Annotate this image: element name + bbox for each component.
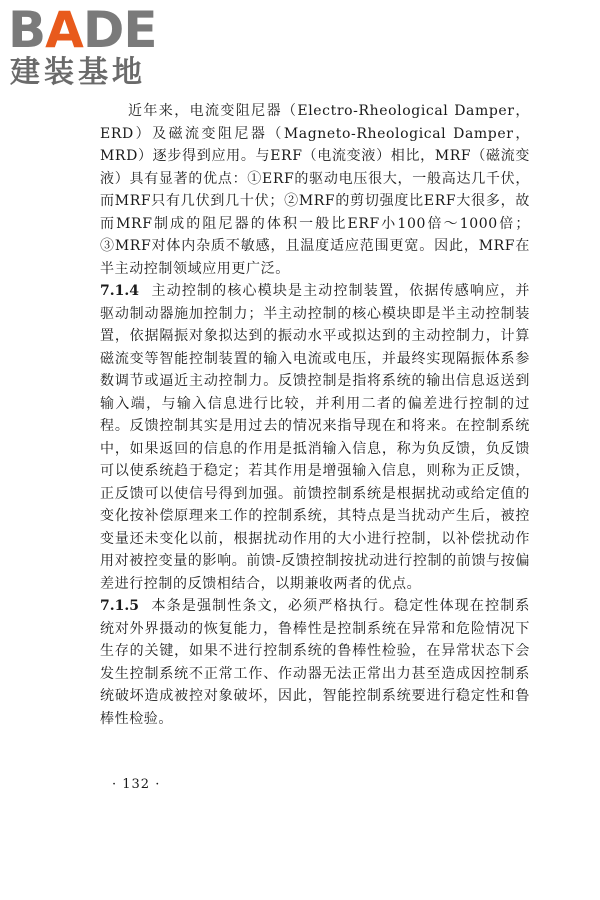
logo-letter-a: A [45,1,83,59]
logo-letters-de: DE [82,1,157,59]
document-body [100,100,530,730]
section-number: 7.1.5 [100,598,139,614]
paragraph-intro [100,100,530,280]
section-text: 主动控制的核心模块是主动控制装置，依据传感响应，并驱动制动器施加控制力；半主动控制的核心模块即是半主动控制装置，依据隔振对象拟达到的振动水平或拟达到的主动控制力，计算磁流变等智能控制装置的输入电流或电压，并最终实现隔振体系参数调节或逼近主动控制力。反馈控制是指将系统的输出信息返送到输入端，与输入信息进行比较，并利用二者的偏差进行控制的过程。反馈控制其实是用过去的情况来指导现在和将来。在控制系统中，如果返回的信息的作用是抵消输入信息，称为负反馈，负反馈可以使系统趋于稳定；若其作用是增强输入信息，则称为正反馈，正反馈可以使信号得到加强。前馈控制系统是根据扰动或给定值的变化按补偿原理来工作的控制系统，其特点是当扰动产生后，被控变量还未变化以前，根据扰动作用的大小进行控制，以补偿扰动作用对被控变量的影响。前馈-反馈控制按扰动进行控制的前馈与按偏差进行控制的反馈相结合，以期兼收两者的优点。 [100,283,530,592]
paragraph-section-7-1-4 [100,280,530,595]
paragraph-section-7-1-5 [100,595,530,730]
section-number: 7.1.4 [100,283,139,299]
logo-letter-b: B [8,1,46,59]
page-number: · 132 · [112,777,161,792]
paragraph-intro-text: 近年来，电流变阻尼器（Electro-Rheological Damper，ERD）及磁流变阻尼器（Magneto-Rheological Damper，MRD）逐步得到应用。与ERF（电流变液）相比，MRF（磁流变液）具有显著的优点：①ERF的驱动电压很大，一般高达几千伏，而MRF只有几伏到几十伏；②MRF的剪切强度比ERF大很多，故而MRF制成的阻尼器的体积一般比ERF小100倍～1000倍；③MRF对体内杂质不敏感，且温度适应范围更宽。因此，MRF在半主动控制领域应用更广泛。 [100,103,530,277]
brand-logo [8,1,178,90]
logo-wordmark [8,1,157,59]
logo-subtitle: 建装基地 [10,55,146,90]
section-text: 本条是强制性条文，必须严格执行。稳定性体现在控制系统对外界摄动的恢复能力，鲁棒性是控制系统在异常和危险情况下生存的关键，如果不进行控制系统的鲁棒性检验，在异常状态下会发生控制系统不正常工作、作动器无法正常出力甚至造成因控制系统破坏造成被控对象破坏，因此，智能控制系统要进行稳定性和鲁棒性检验。 [100,598,530,727]
